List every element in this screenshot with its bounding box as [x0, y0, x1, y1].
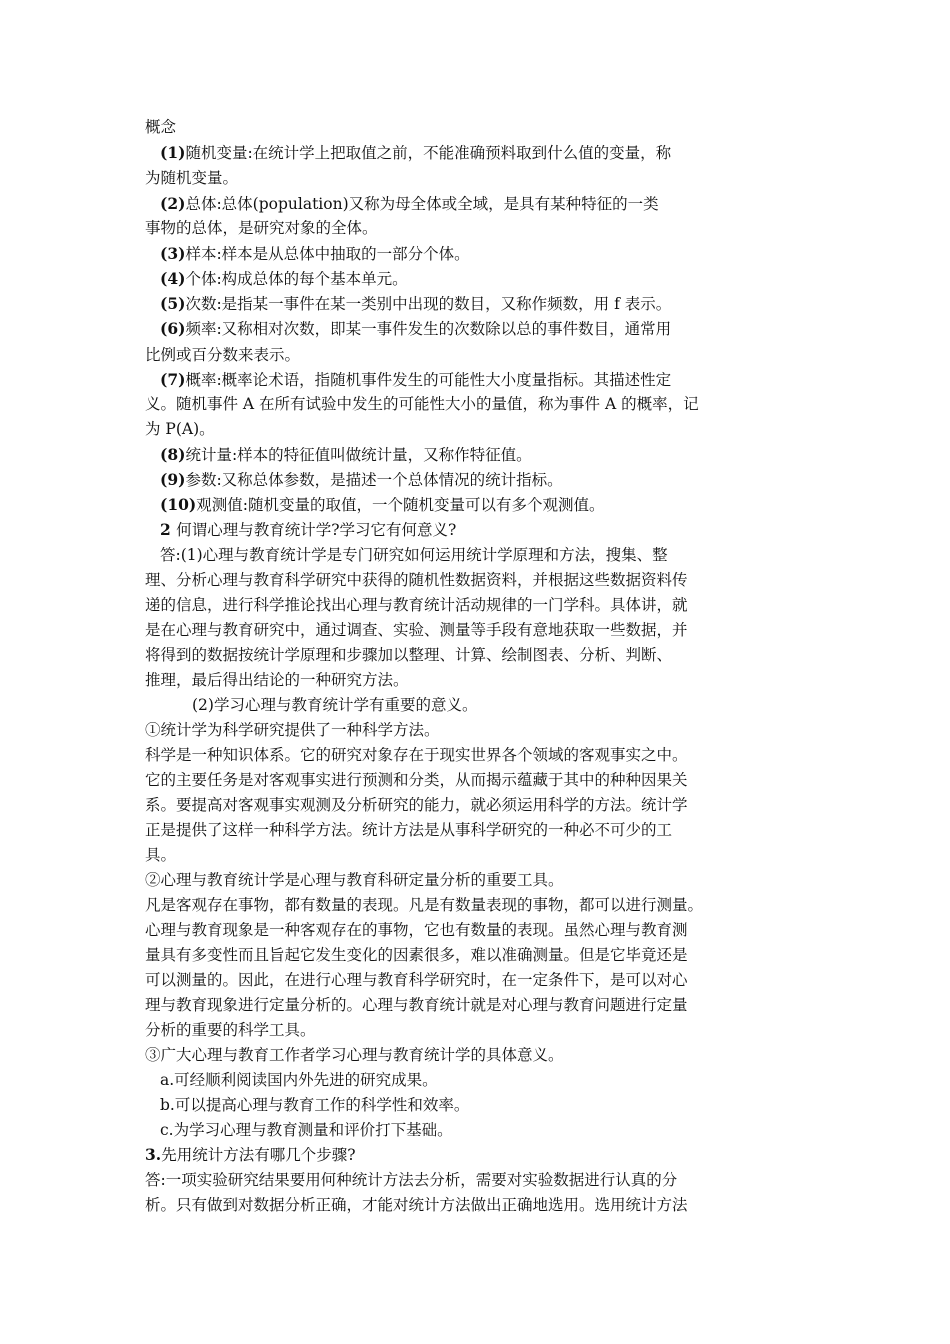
text-line: 具。 — [145, 846, 177, 864]
text-line: 分析的重要的科学工具。 — [145, 1021, 316, 1039]
text-line: 心理与教育现象是一种客观存在的事物，它也有数量的表现。虽然心理与教育测 — [145, 921, 688, 939]
definition-item: (8)统计量:样本的特征值叫做统计量，又称作特征值。 — [160, 445, 532, 464]
text-line: 比例或百分数来表示。 — [145, 346, 301, 364]
section-heading: 概念 — [145, 118, 177, 136]
definition-item: (7)概率:概率论术语，指随机事件发生的可能性大小度量指标。其描述性定 — [160, 370, 672, 389]
text-line: 它的主要任务是对客观事实进行预测和分类，从而揭示蕴藏于其中的种种因果关 — [145, 771, 688, 789]
text-line: 量具有多变性而且旨起它发生变化的因素很多，难以准确测量。但是它毕竟还是 — [145, 946, 688, 964]
definition-item: (2)总体:总体(population)又称为母全体或全域，是具有某种特征的一类 — [160, 194, 659, 213]
text-line: 理、分析心理与教育科学研究中获得的随机性数据资料，并根据这些数据资料传 — [145, 571, 688, 589]
question-heading: 2 何谓心理与教育统计学?学习它有何意义? — [160, 520, 457, 539]
answer-line: 答:(1)心理与教育统计学是专门研究如何运用统计学原理和方法，搜集、整 — [160, 546, 668, 564]
answer-line: 答:一项实验研究结果要用何种统计方法去分析，需要对实验数据进行认真的分 — [145, 1171, 678, 1189]
list-item: a.可经顺利阅读国内外先进的研究成果。 — [160, 1071, 438, 1089]
definition-item: (5)次数:是指某一事件在某一类别中出现的数目，又称作频数，用 f 表示。 — [160, 294, 672, 313]
definition-item: (1)随机变量:在统计学上把取值之前，不能准确预料取到什么值的变量，称 — [160, 143, 672, 162]
text-line: 系。要提高对客观事实观测及分析研究的能力，就必须运用科学的方法。统计学 — [145, 796, 688, 814]
definition-item: (10)观测值:随机变量的取值，一个随机变量可以有多个观测值。 — [160, 495, 605, 514]
definition-item: (3)样本:样本是从总体中抽取的一部分个体。 — [160, 244, 470, 263]
text-line: 为 P(A)。 — [145, 420, 215, 438]
question-heading: 3.先用统计方法有哪几个步骤? — [145, 1145, 356, 1164]
text-line: 事物的总体，是研究对象的全体。 — [145, 219, 378, 237]
text-line: 正是提供了这样一种科学方法。统计方法是从事科学研究的一种必不可少的工 — [145, 821, 673, 839]
text-line: 递的信息，进行科学推论找出心理与教育统计活动规律的一门学科。具体讲，就 — [145, 596, 688, 614]
text-line: 为随机变量。 — [145, 169, 239, 187]
definition-item: (6)频率:又称相对次数，即某一事件发生的次数除以总的事件数目，通常用 — [160, 319, 672, 338]
point-heading: ①统计学为科学研究提供了一种科学方法。 — [145, 721, 440, 739]
list-item: c.为学习心理与教育测量和评价打下基础。 — [160, 1121, 453, 1139]
text-line: 科学是一种知识体系。它的研究对象存在于现实世界各个领域的客观事实之中。 — [145, 746, 688, 764]
subsection-line: (2)学习心理与教育统计学有重要的意义。 — [192, 696, 478, 714]
definition-item: (4)个体:构成总体的每个基本单元。 — [160, 269, 408, 288]
text-line: 凡是客观存在事物，都有数量的表现。凡是有数量表现的事物，都可以进行测量。 — [145, 896, 704, 914]
definition-item: (9)参数:又称总体参数，是描述一个总体情况的统计指标。 — [160, 470, 563, 489]
point-heading: ③广大心理与教育工作者学习心理与教育统计学的具体意义。 — [145, 1046, 564, 1064]
text-line: 将得到的数据按统计学原理和步骤加以整理、计算、绘制图表、分析、判断、 — [145, 646, 673, 664]
text-line: 义。随机事件 A 在所有试验中发生的可能性大小的量值，称为事件 A 的概率，记 — [145, 395, 699, 413]
list-item: b.可以提高心理与教育工作的科学性和效率。 — [160, 1096, 470, 1114]
text-line: 可以测量的。因此，在进行心理与教育科学研究时，在一定条件下，是可以对心 — [145, 971, 688, 989]
text-line: 推理，最后得出结论的一种研究方法。 — [145, 671, 409, 689]
text-line: 是在心理与教育研究中，通过调查、实验、测量等手段有意地获取一些数据，并 — [145, 621, 688, 639]
point-heading: ②心理与教育统计学是心理与教育科研定量分析的重要工具。 — [145, 871, 564, 889]
text-line: 析。只有做到对数据分析正确，才能对统计方法做出正确地选用。选用统计方法 — [145, 1196, 688, 1214]
text-line: 理与教育现象进行定量分析的。心理与教育统计就是对心理与教育问题进行定量 — [145, 996, 688, 1014]
